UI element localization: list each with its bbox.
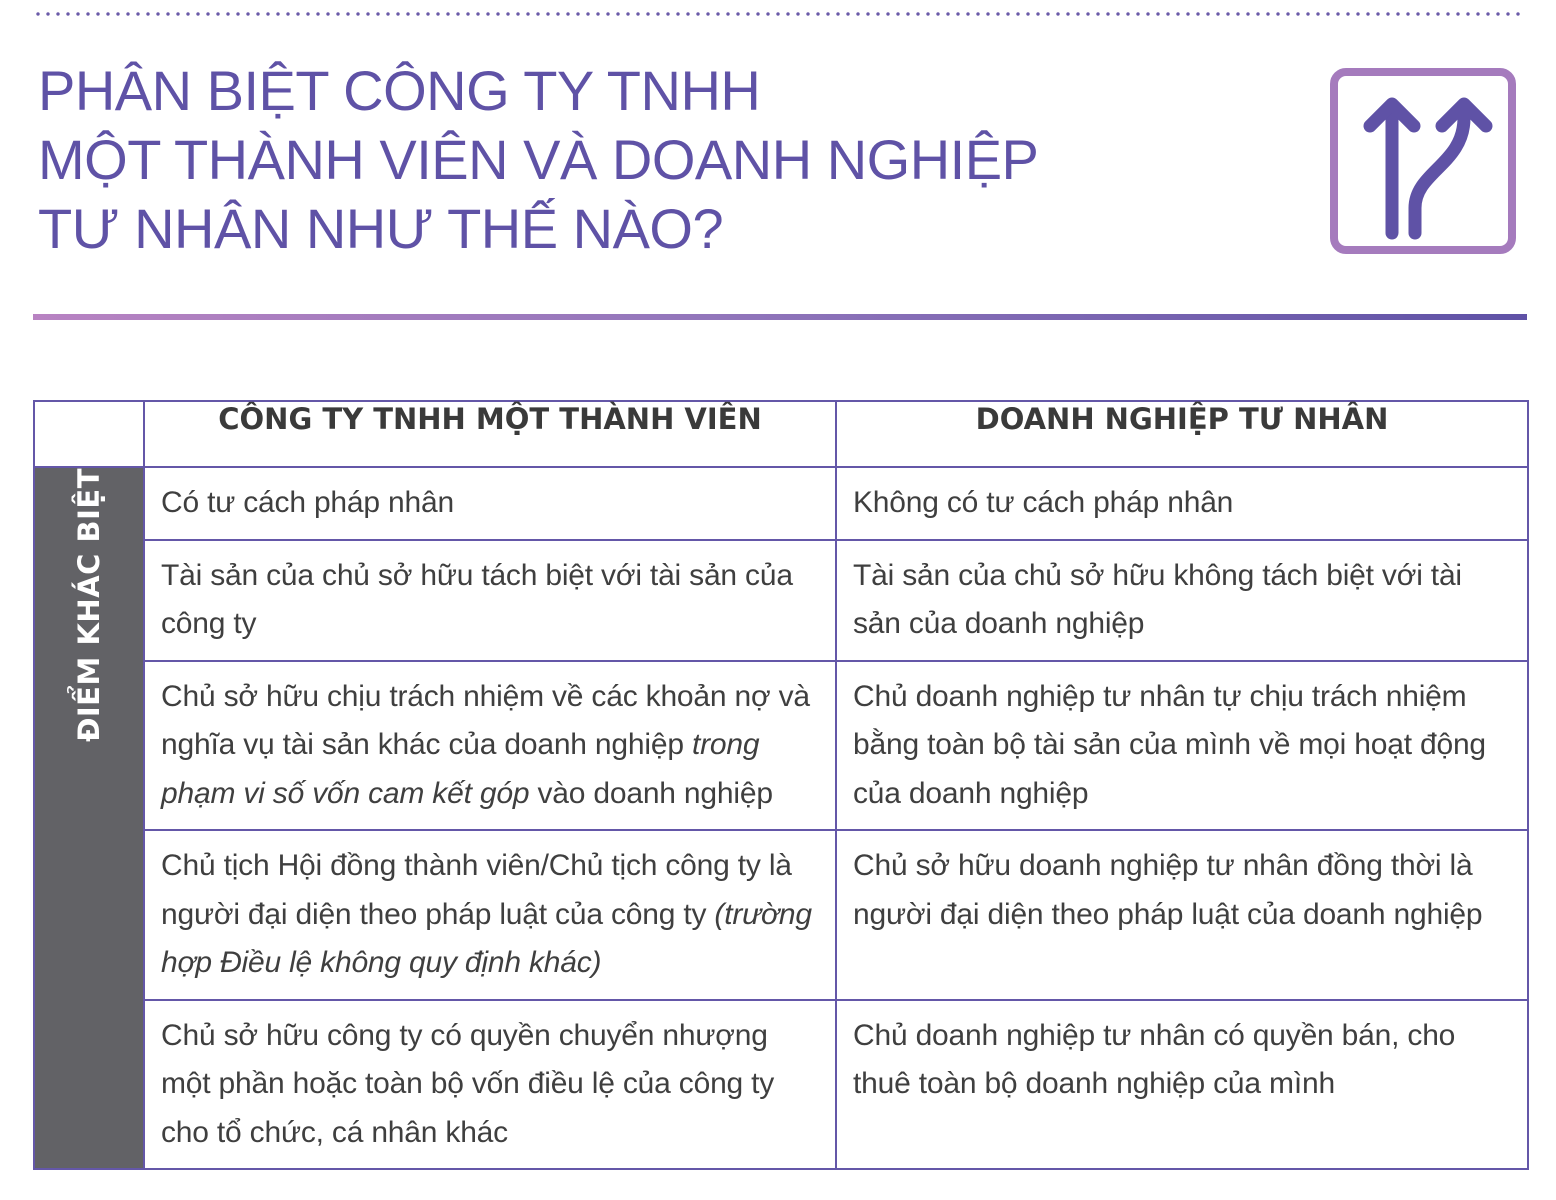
private-enterprise-cell: Không có tư cách pháp nhân	[836, 467, 1528, 540]
title-line-1: PHÂN BIỆT CÔNG TY TNHH	[38, 59, 761, 122]
llc-cell	[144, 1000, 836, 1170]
table-corner-cell	[34, 401, 144, 467]
table-row	[34, 830, 1528, 1000]
llc-cell	[144, 661, 836, 831]
diverging-arrows-icon-graphic	[1338, 76, 1508, 246]
table-row	[34, 540, 1528, 661]
cell-text: Chủ sở hữu chịu trách nhiệm về các khoản nợ và nghĩa vụ tài sản khác của doanh nghiệp	[161, 679, 810, 761]
table-row	[34, 1000, 1528, 1170]
dotted-top-border	[33, 12, 1523, 16]
private-enterprise-cell: Tài sản của chủ sở hữu không tách biệt với tài sản của doanh nghiệp	[836, 540, 1528, 661]
llc-cell	[144, 467, 836, 540]
cell-text: vào doanh nghiệp	[529, 776, 773, 810]
llc-cell	[144, 830, 836, 1000]
cell-text: Có tư cách pháp nhân	[161, 486, 454, 519]
cell-text: Chủ tịch Hội đồng thành viên/Chủ tịch công ty là người đại diện theo pháp luật của công ty	[161, 849, 792, 931]
column-header-private-enterprise: DOANH NGHIỆP TƯ NHÂN	[836, 401, 1528, 467]
cell-text: Tài sản của chủ sở hữu tách biệt với tài sản của công ty	[161, 558, 793, 640]
gradient-divider	[33, 314, 1527, 320]
page-title	[38, 56, 1238, 263]
diverging-arrows-icon	[1330, 68, 1516, 254]
comparison-table	[33, 400, 1529, 1170]
private-enterprise-cell: Chủ sở hữu doanh nghiệp tư nhân đồng thời là người đại diện theo pháp luật của doanh nghiệp	[836, 830, 1528, 1000]
llc-cell	[144, 540, 836, 661]
column-header-llc: CÔNG TY TNHH MỘT THÀNH VIÊN	[144, 401, 836, 467]
private-enterprise-cell: Chủ doanh nghiệp tư nhân có quyền bán, cho thuê toàn bộ doanh nghiệp của mình	[836, 1000, 1528, 1170]
table-row	[34, 467, 1528, 540]
private-enterprise-cell: Chủ doanh nghiệp tư nhân tự chịu trách nhiệm bằng toàn bộ tài sản của mình về mọi hoạt động của doanh nghiệp	[836, 661, 1528, 831]
cell-italic-text: trong phạm vi số vốn cam kết góp	[161, 728, 760, 810]
cell-text: Chủ sở hữu công ty có quyền chuyển nhượng một phần hoặc toàn bộ vốn điều lệ của công ty cho tổ chức, cá nhân khác	[161, 1018, 775, 1149]
side-label-cell	[34, 467, 144, 1169]
table-row	[34, 661, 1528, 831]
table-header-row	[34, 401, 1528, 467]
cell-italic-text: (trường hợp Điều lệ không quy định khác)	[161, 897, 812, 979]
title-line-3: TƯ NHÂN NHƯ THẾ NÀO?	[38, 197, 724, 260]
side-label-differences: ĐIỂM KHÁC BIỆT	[72, 468, 106, 742]
title-line-2: MỘT THÀNH VIÊN VÀ DOANH NGHIỆP	[38, 128, 1039, 191]
